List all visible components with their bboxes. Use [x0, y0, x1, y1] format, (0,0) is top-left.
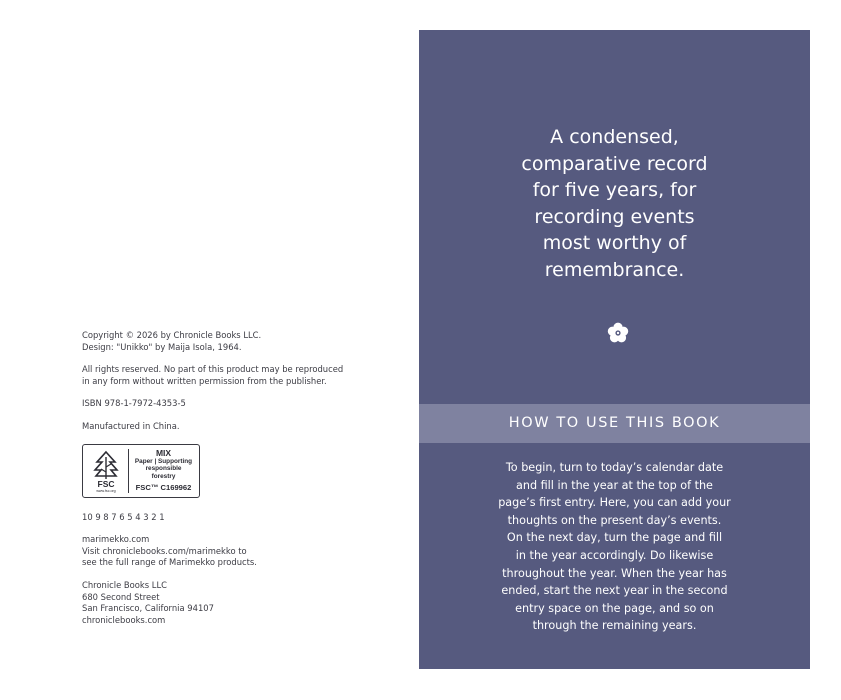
- rights-block: [82, 364, 362, 387]
- fsc-certification-badge: [82, 444, 200, 498]
- instruction-line: To begin, turn to today’s calendar date: [505, 461, 724, 474]
- fsc-mix: MIX: [155, 447, 172, 458]
- rights-line: All rights reserved. No part of this product may be reproduced: [82, 364, 344, 375]
- address-line: 680 Second Street: [82, 591, 160, 602]
- instruction-line: thoughts on the present day’s events.: [507, 513, 722, 527]
- instruction-line: On the next day, turn the page and fill: [506, 531, 723, 545]
- flower-icon: [607, 322, 629, 344]
- tagline-line: A condensed,: [550, 126, 679, 148]
- instructions: [419, 459, 810, 635]
- address-line: chroniclebooks.com: [82, 614, 166, 625]
- section-heading: HOW TO USE THIS BOOK: [419, 404, 810, 443]
- tagline-line: recording events: [534, 205, 695, 228]
- copyright-line: Copyright © 2026 by Chronicle Books LLC.: [82, 330, 262, 340]
- fsc-logo-text: FSC: [97, 478, 115, 489]
- instruction-line: throughout the year. When the year has: [502, 566, 727, 580]
- instruction-line: page’s first entry. Here, you can add your: [498, 496, 731, 510]
- fsc-line-1: Paper | Supporting: [134, 457, 193, 465]
- fsc-label: [134, 448, 193, 493]
- tagline-line: most worthy of: [542, 232, 687, 254]
- isbn: ISBN 978-1-7972-4353-5: [82, 398, 186, 409]
- fsc-divider: [128, 449, 129, 493]
- fsc-logo-url: www.fsc.org: [96, 488, 116, 493]
- web-line: marimekko.com: [82, 534, 150, 545]
- web-block: [82, 534, 362, 569]
- design-credit-line: Design: "Unikko" by Maija Isola, 1964.: [82, 341, 242, 352]
- fsc-line-2: responsible forestry: [145, 465, 182, 481]
- web-line: see the full range of Marimekko products.: [82, 557, 257, 568]
- fsc-code: FSC™ C169962: [135, 482, 192, 492]
- address-line: Chronicle Books LLC: [82, 579, 167, 590]
- instruction-line: entry space on the page, and so on: [515, 601, 714, 615]
- tagline-line: comparative record: [521, 152, 708, 175]
- instruction-line: through the remaining years.: [532, 619, 697, 633]
- copyright-block: [82, 330, 362, 353]
- fsc-tree-icon: [89, 449, 123, 493]
- tagline: [419, 124, 810, 283]
- manufactured-note: Manufactured in China.: [82, 420, 180, 431]
- address-block: [82, 580, 362, 626]
- web-line: Visit chroniclebooks.com/marimekko to: [82, 545, 247, 556]
- instruction-line: and fill in the year at the top of the: [516, 478, 713, 492]
- copyright-page: [82, 330, 362, 637]
- rights-line: in any form without written permission from the publisher.: [82, 375, 327, 386]
- tagline-line: for five years, for: [532, 179, 697, 201]
- instruction-line: in the year accordingly. Do likewise: [515, 548, 714, 562]
- instruction-line: ended, start the next year in the second: [501, 584, 728, 598]
- tagline-line: remembrance.: [544, 258, 685, 281]
- printing-line: 10 9 8 7 6 5 4 3 2 1: [82, 511, 165, 522]
- address-line: San Francisco, California 94107: [82, 603, 214, 614]
- intro-panel: [419, 30, 810, 669]
